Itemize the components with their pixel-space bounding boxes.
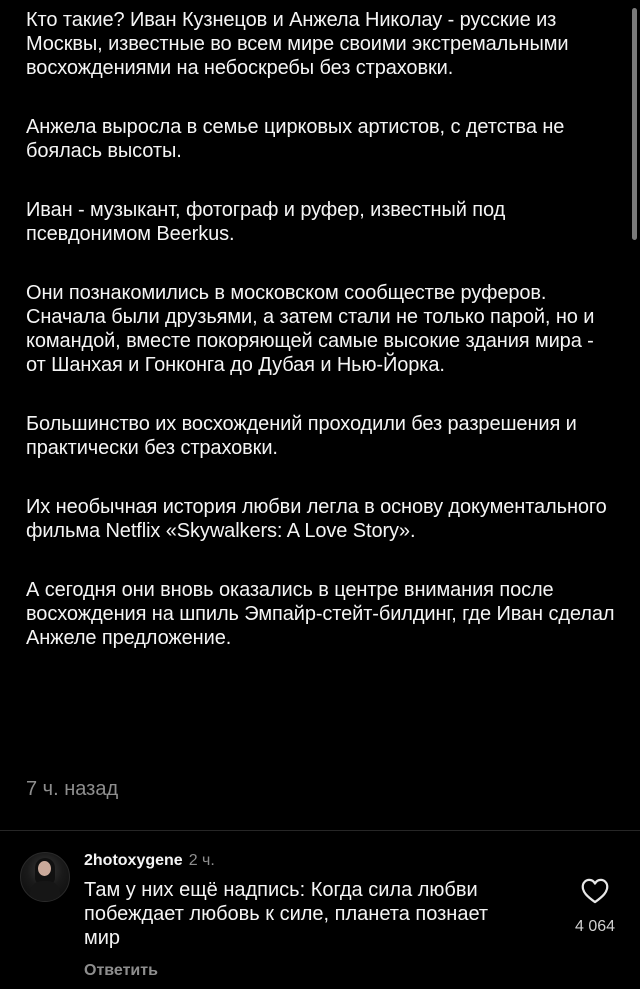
comment-item [20, 848, 630, 988]
caption-paragraph-2: Анжела выросла в семье цирковых артистов, с детства не боялась высоты. [26, 116, 565, 162]
like-count: 4 064 [574, 918, 616, 935]
caption-paragraph-6: Их необычная история любви легла в основу документального фильма Netflix «Skywalkers: A Love Story». [26, 496, 607, 542]
comment-text: Там у них ещё надпись: Когда сила любви побеждает любовь к силе, планета познает мир [84, 879, 489, 949]
scrollbar-thumb[interactable] [632, 8, 637, 240]
post-caption [26, 8, 618, 685]
comment-time: 2 ч. [188, 852, 215, 869]
caption-paragraph-4: Они познакомились в московском сообществе руферов. Сначала были друзьями, а затем стали не только парой, но и командой, вместе покоряющей самые высокие здания мира - от Шанхая и Гонконга до Дубая и Нью-Йорка. [26, 282, 595, 376]
caption-paragraph-3: Иван - музыкант, фотограф и руфер, известный под псевдонимом Beerkus. [26, 199, 506, 245]
avatar-face [38, 861, 51, 876]
caption-paragraph-5: Большинство их восхождений проходили без разрешения и практически без страховки. [26, 413, 577, 459]
like-control [560, 878, 630, 936]
comment-header [84, 852, 215, 870]
avatar[interactable] [20, 852, 70, 902]
post-timestamp: 7 ч. назад [26, 778, 119, 800]
divider [0, 830, 640, 831]
heart-icon[interactable] [581, 878, 609, 904]
avatar-body [30, 881, 60, 902]
caption-paragraph-7: А сегодня они вновь оказались в центре внимания после восхождения на шпиль Эмпайр-стейт-билдинг, где Иван сделал Анжеле предложение. [26, 579, 615, 649]
comment-username[interactable]: 2hotoxygene [84, 852, 183, 869]
reply-button[interactable]: Ответить [84, 962, 158, 979]
caption-paragraph-1: Кто такие? Иван Кузнецов и Анжела Николау - русские из Москвы, известные во всем мире своими экстремальными восхождениями на небоскребы без страховки. [26, 9, 569, 79]
